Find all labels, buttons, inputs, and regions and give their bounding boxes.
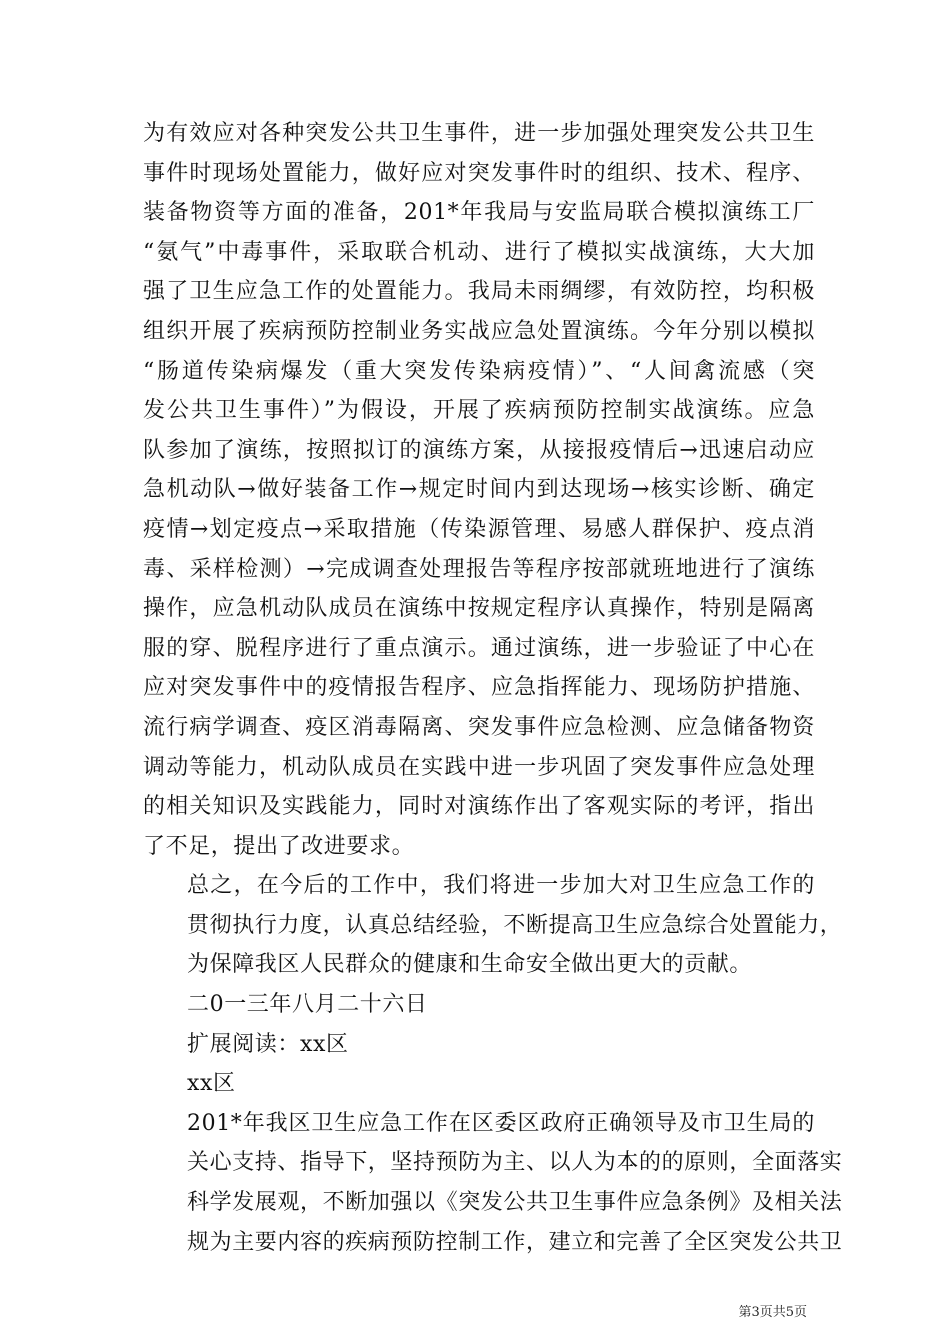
text-line: 流行病学调查、疫区消毒隔离、突发事件应急检测、应急储备物资 (143, 714, 815, 740)
text-line: 疫情→划定疫点→采取措施（传染源管理、易感人群保护、疫点消 (143, 516, 815, 542)
text-line: 关心支持、指导下，坚持预防为主、以人为本的的原则，全面落实 (187, 1150, 843, 1176)
paragraph (143, 1104, 843, 1262)
text-line: 扩展阅读：xx区 (187, 1031, 349, 1057)
text-line: 强了卫生应急工作的处置能力。我局未雨绸缪，有效防控，均积极 (143, 279, 815, 305)
paragraph (143, 1064, 815, 1104)
text-line: 贯彻执行力度，认真总结经验，不断提高卫生应急综合处置能力， (187, 912, 843, 938)
text-line: “肠道传染病爆发（重大突发传染病疫情）”、“人间禽流感（突 (143, 358, 815, 384)
paragraph (143, 1025, 815, 1065)
text-line: 毒、采样检测）→完成调查处理报告等程序按部就班地进行了演练 (143, 556, 815, 582)
text-line: 201*年我区卫生应急工作在区委区政府正确领导及市卫生局的 (187, 1110, 815, 1136)
text-line: 急机动队→做好装备工作→规定时间内到达现场→核实诊断、确定 (143, 477, 815, 503)
paragraph (143, 114, 815, 866)
text-line: 的相关知识及实践能力，同时对演练作出了客观实际的考评，指出 (143, 794, 815, 820)
text-line: 为有效应对各种突发公共卫生事件，进一步加强处理突发公共卫生 (143, 121, 815, 146)
text-line: 装备物资等方面的准备，201*年我局与安监局联合模拟演练工厂 (143, 200, 815, 226)
body-text (143, 114, 843, 1262)
text-line: 科学发展观，不断加强以《突发公共卫生事件应急条例》及相关法 (187, 1190, 843, 1216)
text-line: 调动等能力，机动队成员在实践中进一步巩固了突发事件应急处理 (143, 754, 815, 780)
text-line: 规为主要内容的疾病预防控制工作，建立和完善了全区突发公共卫 (187, 1229, 843, 1255)
page-number: 第3页共5页 (738, 1305, 807, 1320)
text-line: “氨气”中毒事件，采取联合机动、进行了模拟实战演练，大大加 (143, 239, 815, 265)
text-line: xx区 (187, 1071, 236, 1097)
text-line: 了不足，提出了改进要求。 (143, 833, 415, 859)
text-line: 组织开展了疾病预防控制业务实战应急处置演练。今年分别以模拟 (143, 318, 815, 344)
text-line: 发公共卫生事件）”为假设，开展了疾病预防控制实战演练。应急 (143, 398, 815, 424)
paragraph (143, 985, 815, 1025)
text-line: 操作，应急机动队成员在演练中按规定程序认真操作，特别是隔离 (143, 596, 815, 622)
text-line: 应对突发事件中的疫情报告程序、应急指挥能力、现场防护措施、 (143, 675, 815, 701)
text-line: 队参加了演练，按照拟订的演练方案，从接报疫情后→迅速启动应 (143, 437, 815, 463)
paragraph (143, 866, 843, 985)
text-line: 事件时现场处置能力，做好应对突发事件时的组织、技术、程序、 (143, 160, 815, 186)
text-line: 总之，在今后的工作中，我们将进一步加大对卫生应急工作的 (187, 873, 815, 899)
text-line: 为保障我区人民群众的健康和生命安全做出更大的贡献。 (187, 952, 753, 978)
text-line: 二0一三年八月二十六日 (187, 992, 428, 1018)
text-line: 服的穿、脱程序进行了重点演示。通过演练，进一步验证了中心在 (143, 635, 815, 661)
